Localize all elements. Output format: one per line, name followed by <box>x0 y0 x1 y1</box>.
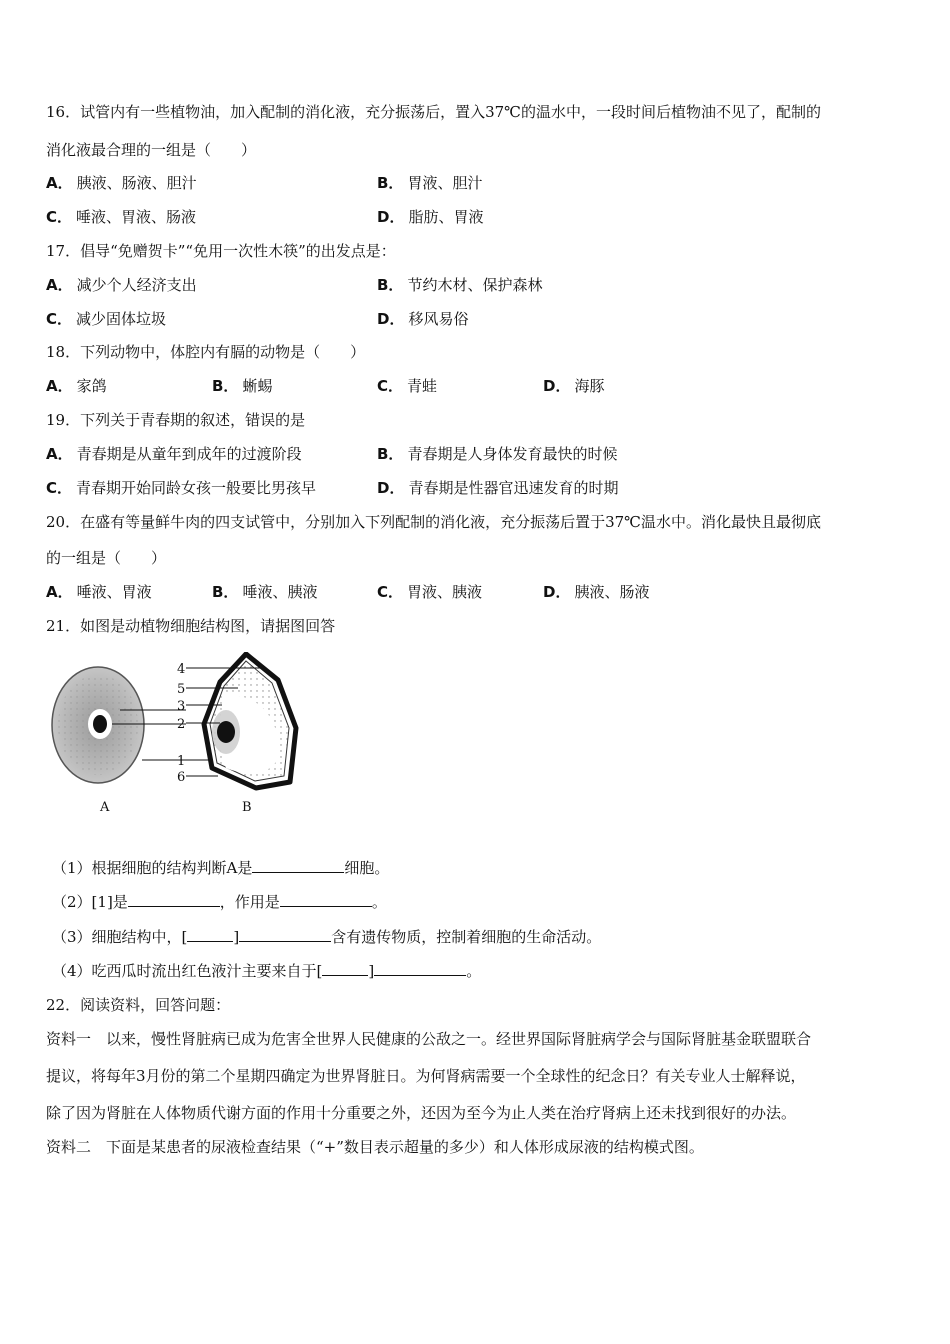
q18-stem: 18．下列动物中，体腔内有膈的动物是（ ） <box>46 343 366 361</box>
q19-stem: 19．下列关于青春期的叙述，错误的是 <box>46 411 306 429</box>
q22-material1-line3: 除了因为肾脏在人体物质代谢方面的作用十分重要之外，还因为至今为止人类在治疗肾病上还未找到很好的办法。 <box>46 1104 797 1122</box>
label-a: A <box>100 800 110 815</box>
q16-option-c: C． 唾液、胃液、肠液 <box>46 208 197 226</box>
q21-blank3a[interactable] <box>187 927 233 942</box>
label-5: 5 <box>177 682 186 697</box>
label-4: 4 <box>177 662 186 677</box>
q20-stem-line2: 的一组是（ ） <box>46 549 167 567</box>
q21-blank2a[interactable] <box>128 892 220 907</box>
q21-sub3: （3）细胞结构中，[ ] 含有遗传物质，控制着细胞的生命活动。 <box>52 928 602 946</box>
q20-stem-line1: 20．在盛有等量鲜牛肉的四支试管中，分别加入下列配制的消化液，充分振荡后置于37℃温水中。消化最快且最彻底 <box>46 513 821 531</box>
q21-sub1: （1）根据细胞的结构判断A是 细胞。 <box>52 859 390 877</box>
q16-option-d: D． 脂肪、胃液 <box>377 208 484 226</box>
q18-option-d: D． 海豚 <box>543 377 605 395</box>
plant-cell-b <box>204 654 296 788</box>
label-b: B <box>242 800 252 815</box>
q22-stem: 22．阅读资料，回答问题： <box>46 996 231 1014</box>
q18-option-c: C． 青蛙 <box>377 377 438 395</box>
q16-stem-line2: 消化液最合理的一组是（ ） <box>46 141 257 159</box>
q18-option-b: B． 蜥蜴 <box>212 377 273 395</box>
q21-blank4a[interactable] <box>322 961 368 976</box>
cell-structure-figure <box>50 652 310 822</box>
label-3: 3 <box>177 699 186 714</box>
q18-option-a: A． 家鸽 <box>46 377 107 395</box>
q21-blank4b[interactable] <box>374 961 466 976</box>
label-6: 6 <box>177 770 186 785</box>
q17-option-b: B． 节约木材、保护森林 <box>377 276 543 294</box>
q20-option-a: A． 唾液、胃液 <box>46 583 152 601</box>
q19-option-b: B． 青春期是人身体发育最快的时候 <box>377 445 618 463</box>
q22-material1-line1: 资料一 以来，慢性肾脏病已成为危害全世界人民健康的公敌之一。经世界国际肾脏病学会与国际肾脏基金联盟联合 <box>46 1030 812 1048</box>
q19-option-a: A． 青春期是从童年到成年的过渡阶段 <box>46 445 302 463</box>
q16-option-b: B． 胃液、胆汁 <box>377 174 483 192</box>
animal-cell-a <box>52 667 144 783</box>
q21-stem: 21．如图是动植物细胞结构图，请据图回答 <box>46 617 336 635</box>
q17-option-c: C． 减少固体垃圾 <box>46 310 167 328</box>
q16-stem-line1: 16．试管内有一些植物油，加入配制的消化液，充分振荡后，置入37℃的温水中，一段时间后植物油不见了，配制的 <box>46 103 821 121</box>
q21-blank2b[interactable] <box>280 892 372 907</box>
q17-option-a: A． 减少个人经济支出 <box>46 276 197 294</box>
q19-option-d: D． 青春期是性器官迅速发育的时期 <box>377 479 619 497</box>
label-2: 2 <box>177 717 186 732</box>
q21-blank3b[interactable] <box>239 927 331 942</box>
q20-option-b: B． 唾液、胰液 <box>212 583 318 601</box>
q20-option-c: C． 胃液、胰液 <box>377 583 483 601</box>
q21-sub4: （4）吃西瓜时流出红色液汁主要来自于[ ] 。 <box>52 962 482 980</box>
q17-stem: 17．倡导“免赠贺卡”“免用一次性木筷”的出发点是： <box>46 242 396 260</box>
q17-option-d: D． 移风易俗 <box>377 310 469 328</box>
q21-sub2: （2）[1]是 ，作用是 。 <box>52 893 387 911</box>
q20-option-d: D． 胰液、肠液 <box>543 583 650 601</box>
q19-option-c: C． 青春期开始同龄女孩一般要比男孩早 <box>46 479 317 497</box>
q21-blank1[interactable] <box>252 858 344 873</box>
q22-material2-line1: 资料二 下面是某患者的尿液检查结果（“+”数目表示超量的多少）和人体形成尿液的结构模式图。 <box>46 1138 704 1156</box>
q16-option-a: A． 胰液、肠液、胆汁 <box>46 174 197 192</box>
label-1: 1 <box>177 754 186 769</box>
q22-material1-line2: 提议，将每年3月份的第二个星期四确定为世界肾脏日。为何肾病需要一个全球性的纪念日？有关专业人士解释说， <box>46 1067 806 1085</box>
